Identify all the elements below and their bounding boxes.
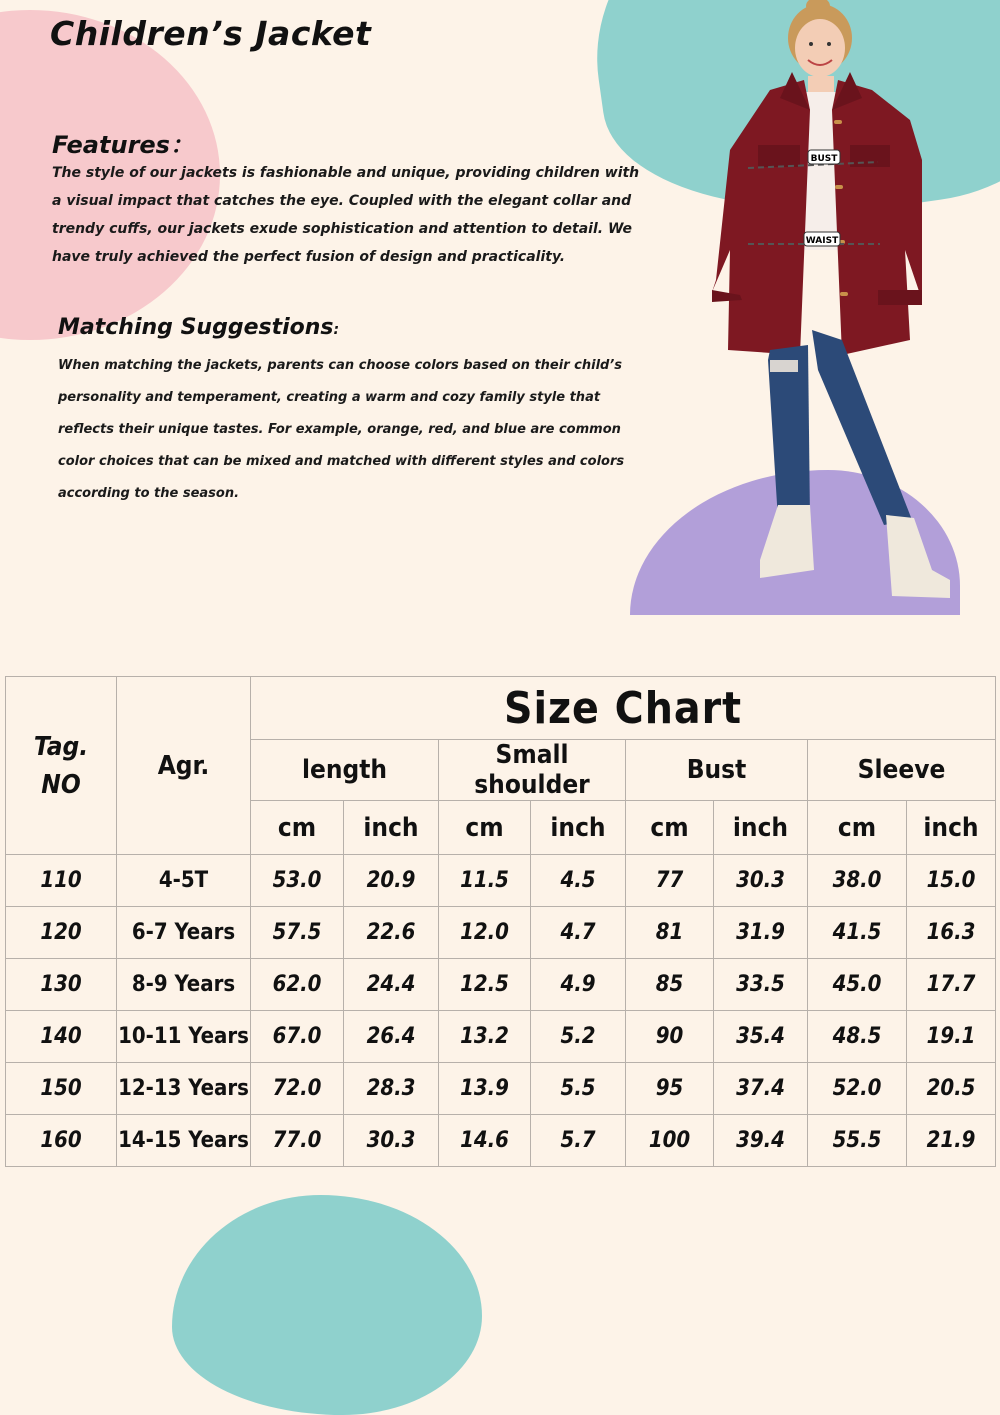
measurement-cell: 4.5 [531, 855, 626, 907]
age-cell: 12-13 Years [117, 1063, 251, 1115]
tag-cell: 150 [6, 1063, 117, 1115]
matching-heading [58, 315, 339, 340]
unit-cell: inch [344, 801, 439, 855]
unit-cell: cm [626, 801, 714, 855]
unit-cell: inch [907, 801, 996, 855]
page-title: Children’s Jacket [50, 14, 372, 53]
age-header: Agr. [117, 677, 251, 855]
measurement-cell: 24.4 [344, 959, 439, 1011]
waist-label: WAIST [805, 236, 839, 246]
measurement-cell: 48.5 [808, 1011, 907, 1063]
group-small-shoulder: Small shoulder [439, 740, 626, 801]
measurement-cell: 12.5 [439, 959, 531, 1011]
measurement-cell: 13.2 [439, 1011, 531, 1063]
measurement-cell: 45.0 [808, 959, 907, 1011]
features-heading [52, 125, 194, 160]
matching-heading-colon: : [333, 322, 340, 338]
unit-cell: inch [714, 801, 808, 855]
measurement-cell: 4.7 [531, 907, 626, 959]
measurement-cell: 85 [626, 959, 714, 1011]
measurement-cell: 30.3 [344, 1115, 439, 1167]
measurement-cell: 72.0 [251, 1063, 344, 1115]
size-chart-title-row [6, 677, 996, 740]
group-sleeve: Sleeve [808, 740, 996, 801]
model-photo [700, 0, 960, 610]
age-cell: 8-9 Years [117, 959, 251, 1011]
measurement-cell: 15.0 [907, 855, 996, 907]
table-row [6, 1011, 996, 1063]
measurement-cell: 30.3 [714, 855, 808, 907]
measurement-cell: 20.5 [907, 1063, 996, 1115]
age-cell: 14-15 Years [117, 1115, 251, 1167]
tag-cell: 130 [6, 959, 117, 1011]
features-heading-text: Features [52, 131, 170, 159]
group-length: length [251, 740, 439, 801]
table-row [6, 1063, 996, 1115]
measurement-cell: 26.4 [344, 1011, 439, 1063]
measurement-cell: 16.3 [907, 907, 996, 959]
measurement-cell: 4.9 [531, 959, 626, 1011]
measurement-cell: 31.9 [714, 907, 808, 959]
size-chart-body [6, 855, 996, 1167]
unit-cell: cm [439, 801, 531, 855]
table-row [6, 855, 996, 907]
tag-cell: 120 [6, 907, 117, 959]
measurement-cell: 100 [626, 1115, 714, 1167]
measurement-cell: 57.5 [251, 907, 344, 959]
measurement-cell: 55.5 [808, 1115, 907, 1167]
measurement-cell: 37.4 [714, 1063, 808, 1115]
measurement-cell: 77.0 [251, 1115, 344, 1167]
tag-cell: 110 [6, 855, 117, 907]
measurement-cell: 14.6 [439, 1115, 531, 1167]
measurement-cell: 67.0 [251, 1011, 344, 1063]
matching-text: When matching the jackets, parents can choose colors based on their child’s personality and temperament, creating a warm and cozy family style that reflects their unique tastes. For example, orange, red, and blue are common color choices that can be mixed and matched with different styles and colors according to the season. [58, 358, 625, 501]
tag-number-header [6, 677, 117, 855]
measurement-cell: 39.4 [714, 1115, 808, 1167]
table-row [6, 1115, 996, 1167]
measurement-cell: 21.9 [907, 1115, 996, 1167]
tag-header-line-2: NO [41, 769, 81, 800]
measurement-cell: 22.6 [344, 907, 439, 959]
group-bust: Bust [626, 740, 808, 801]
measurement-cell: 11.5 [439, 855, 531, 907]
measurement-cell: 53.0 [251, 855, 344, 907]
unit-cell: inch [531, 801, 626, 855]
age-cell: 6-7 Years [117, 907, 251, 959]
measurement-cell: 62.0 [251, 959, 344, 1011]
measurement-cell: 5.2 [531, 1011, 626, 1063]
unit-cell: cm [808, 801, 907, 855]
measurement-cell: 77 [626, 855, 714, 907]
measurement-cell: 13.9 [439, 1063, 531, 1115]
measurement-cell: 81 [626, 907, 714, 959]
measurement-cell: 95 [626, 1063, 714, 1115]
measurement-cell: 41.5 [808, 907, 907, 959]
measurement-cell: 52.0 [808, 1063, 907, 1115]
measurement-cell: 28.3 [344, 1063, 439, 1115]
measurement-cell: 33.5 [714, 959, 808, 1011]
measurement-cell: 38.0 [808, 855, 907, 907]
bust-label: BUST [810, 154, 838, 164]
measurement-cell: 20.9 [344, 855, 439, 907]
size-chart-table [5, 676, 996, 1167]
matching-heading-text: Matching Suggestions [58, 315, 334, 340]
measurement-cell: 5.5 [531, 1063, 626, 1115]
age-cell: 4-5T [117, 855, 251, 907]
measurement-cell: 19.1 [907, 1011, 996, 1063]
features-text: The style of our jackets is fashionable and unique, providing children with a visual impact that catches the eye. Coupled with the elegant collar and trendy cuffs, our jackets exude sophistication and attention to detail. We have truly achieved the perfect fusion of design and practicality. [52, 165, 640, 265]
measurement-cell: 35.4 [714, 1011, 808, 1063]
measurement-cell: 12.0 [439, 907, 531, 959]
unit-cell: cm [251, 801, 344, 855]
age-cell: 10-11 Years [117, 1011, 251, 1063]
measurement-cell: 17.7 [907, 959, 996, 1011]
table-row [6, 907, 996, 959]
tag-header-line-1: Tag. [33, 731, 89, 762]
teal-blob-decoration-bottom [172, 1195, 482, 1415]
tag-cell: 160 [6, 1115, 117, 1167]
features-heading-colon: ： [169, 131, 194, 159]
table-row [6, 959, 996, 1011]
size-chart-title: Size Chart [251, 677, 996, 740]
tag-cell: 140 [6, 1011, 117, 1063]
measurement-cell: 5.7 [531, 1115, 626, 1167]
measurement-cell: 90 [626, 1011, 714, 1063]
